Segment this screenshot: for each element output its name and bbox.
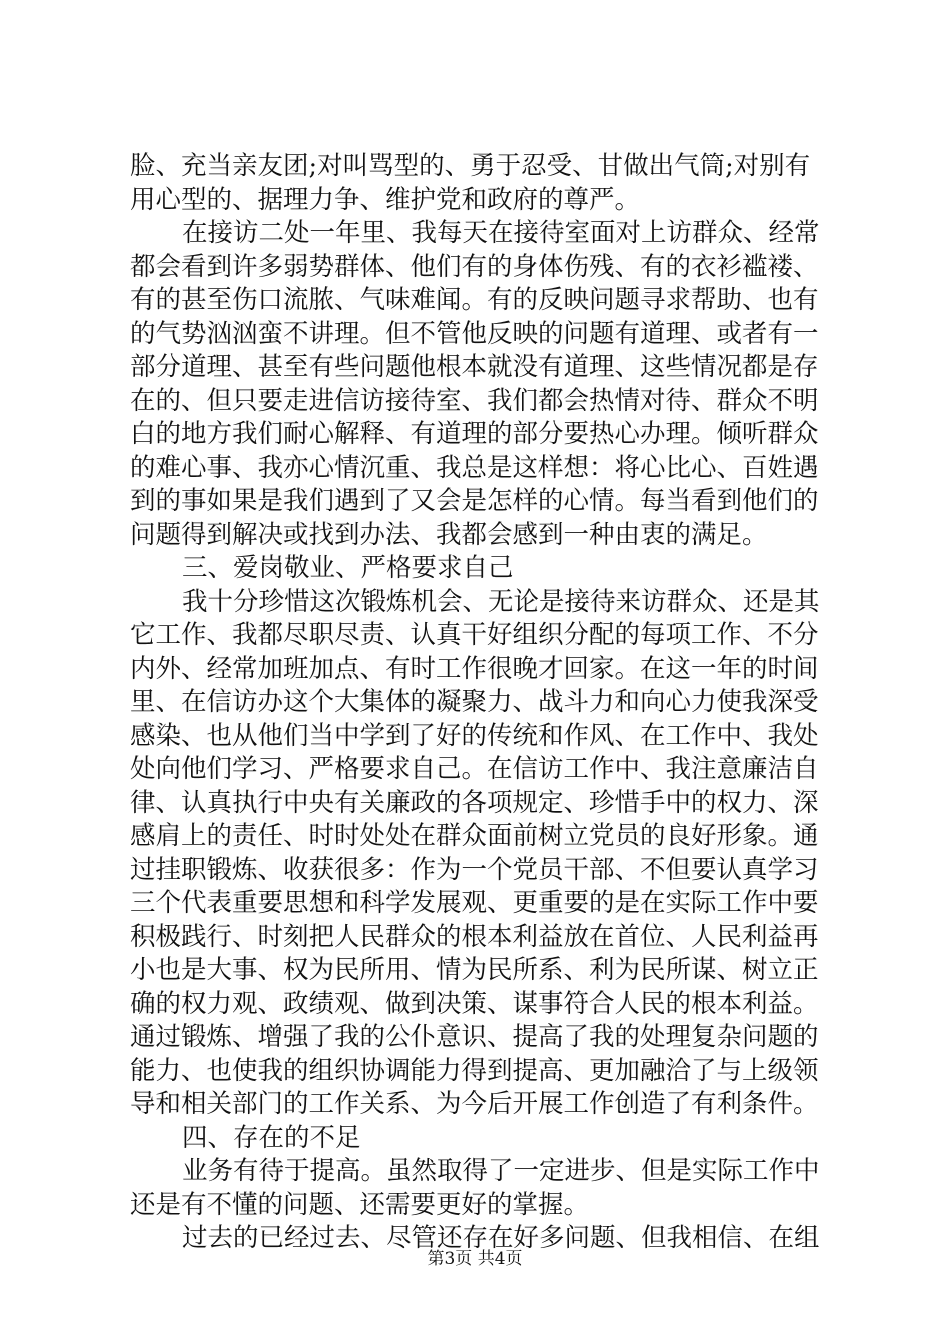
text-line: 处向他们学习、严格要求自己。在信访工作中、我注意廉洁自 — [130, 754, 819, 784]
text-line: 里、在信访办这个大集体的凝聚力、战斗力和向心力使我深受 — [130, 687, 819, 717]
text-line: 在接访二处一年里、我每天在接待室面对上访群众、经常 — [182, 218, 820, 248]
text-line: 积极践行、时刻把人民群众的根本利益放在首位、人民利益再 — [130, 921, 819, 952]
text-line: 过挂职锻炼、收获很多：作为一个党员干部、不但要认真学习 — [130, 854, 819, 885]
text-line: 部分道理、甚至有些问题他根本就没有道理、这些情况都是存 — [130, 352, 819, 382]
text-line: 小也是大事、权为民所用、情为民所系、利为民所谋、树立正 — [130, 955, 819, 985]
text-line: 通过锻炼、增强了我的公仆意识、提高了我的处理复杂问题的 — [130, 1022, 819, 1052]
text-line: 的气势汹汹蛮不讲理。但不管他反映的问题有道理、或者有一 — [130, 318, 819, 349]
text-line: 白的地方我们耐心解释、有道理的部分要热心办理。倾听群众 — [130, 419, 819, 449]
text-line: 它工作、我都尽职尽责、认真干好组织分配的每项工作、不分 — [130, 620, 819, 650]
text-line: 感肩上的责任、时时处处在群众面前树立党员的良好形象。通 — [130, 821, 819, 851]
text-line: 我十分珍惜这次锻炼机会、无论是接待来访群众、还是其 — [182, 586, 820, 617]
text-line: 的难心事、我亦心情沉重、我总是这样想：将心比心、百姓遇 — [130, 452, 819, 483]
text-line: 过去的已经过去、尽管还存在好多问题、但我相信、在组 — [182, 1223, 820, 1253]
text-line: 脸、充当亲友团;对叫骂型的、勇于忍受、甘做出气筒;对别有 — [130, 151, 811, 181]
text-line: 内外、经常加班加点、有时工作很晚才回家。在这一年的时间 — [130, 653, 819, 684]
text-line: 在的、但只要走进信访接待室、我们都会热情对待、群众不明 — [130, 385, 819, 416]
text-line: 能力、也使我的组织协调能力得到提高、更加融洽了与上级领 — [130, 1055, 819, 1086]
text-line: 三个代表重要思想和科学发展观、更重要的是在实际工作中要 — [130, 888, 819, 918]
page-footer: 第3页 共4页 — [427, 1249, 523, 1269]
text-line: 有的甚至伤口流脓、气味难闻。有的反映问题寻求帮助、也有 — [130, 285, 819, 315]
text-line: 业务有待于提高。虽然取得了一定进步、但是实际工作中 — [182, 1156, 820, 1186]
text-line: 都会看到许多弱势群体、他们有的身体伤残、有的衣衫褴褛、 — [130, 251, 819, 282]
text-line: 到的事如果是我们遇到了又会是怎样的心情。每当看到他们的 — [130, 486, 819, 516]
text-line: 律、认真执行中央有关廉政的各项规定、珍惜手中的权力、深 — [130, 787, 819, 818]
text-line: 感染、也从他们当中学到了好的传统和作风、在工作中、我处 — [130, 720, 819, 751]
text-line: 三、爱岗敬业、严格要求自己 — [182, 553, 514, 583]
text-line: 导和相关部门的工作关系、为今后开展工作创造了有利条件。 — [130, 1089, 819, 1119]
text-line: 问题得到解决或找到办法、我都会感到一种由衷的满足。 — [130, 519, 768, 550]
text-line: 确的权力观、政绩观、做到决策、谋事符合人民的根本利益。 — [130, 988, 819, 1019]
text-line: 四、存在的不足 — [182, 1122, 361, 1153]
document-body — [130, 150, 830, 1256]
text-line: 用心型的、据理力争、维护党和政府的尊严。 — [130, 184, 641, 215]
text-line: 还是有不懂的问题、还需要更好的掌握。 — [130, 1189, 590, 1220]
